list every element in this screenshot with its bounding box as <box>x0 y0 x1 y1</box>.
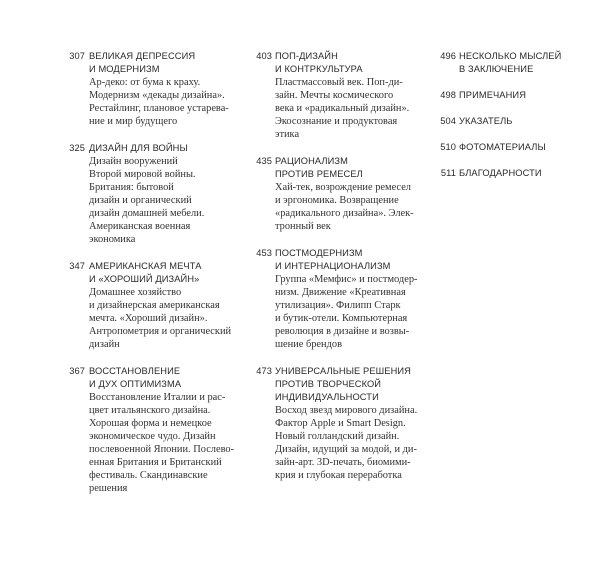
page-number: 435 <box>256 156 272 166</box>
chapter-title: НЕСКОЛЬКО МЫСЛЕЙ В ЗАКЛЮЧЕНИЕ <box>459 51 562 74</box>
toc-entry[interactable] <box>432 141 607 154</box>
chapter-title: ПОП-ДИЗАЙН И КОНТРКУЛЬТУРА <box>275 51 363 74</box>
page-number: 496 <box>440 51 456 61</box>
toc-entry[interactable] <box>248 155 430 233</box>
page-number: 504 <box>440 116 456 126</box>
chapter-title: ВЕЛИКАЯ ДЕПРЕССИЯ И МОДЕРНИЗМ <box>89 51 196 74</box>
chapter-title: ПОСТМОДЕРНИЗМ И ИНТЕРНАЦИОНАЛИЗМ <box>275 248 391 271</box>
chapter-description: Пластмассовый век. Поп-ди- зайн. Мечты космического века и «радикальный дизайн». Экосознание и продуктовая этика <box>275 77 410 140</box>
page-number: 307 <box>69 51 85 61</box>
toc-column-1 <box>62 50 242 508</box>
chapter-title: БЛАГОДАРНОСТИ <box>459 168 542 178</box>
toc-entry[interactable] <box>62 142 242 246</box>
chapter-title: ПРИМЕЧАНИЯ <box>459 90 527 100</box>
chapter-title: ДИЗАЙН ДЛЯ ВОЙНЫ <box>89 143 188 153</box>
toc-entry[interactable] <box>248 247 430 351</box>
toc-entry[interactable] <box>248 50 430 141</box>
chapter-title: ВОССТАНОВЛЕНИЕ И ДУХ ОПТИМИЗМА <box>89 366 182 389</box>
chapter-description: Восстановление Италии и рас- цвет итальянского дизайна. Хорошая форма и немецкое экономическое чудо. Дизайн послевоенной Японии. Послево- енная Британия и Британский фестиваль. Скандинавские решения <box>89 392 235 494</box>
page-number: 453 <box>256 248 272 258</box>
toc-entry[interactable] <box>432 50 607 76</box>
chapter-description: Восход звезд мирового дизайна. Фактор Apple и Smart Design. Новый голландский дизайн. Дизайн, идущий за модой, и ди- зайн-арт. 3D-печать, биомими- крия и глубокая переработка <box>275 405 418 481</box>
toc-entry[interactable] <box>62 365 242 495</box>
chapter-title: РАЦИОНАЛИЗМ ПРОТИВ РЕМЕСЕЛ <box>275 156 363 179</box>
chapter-title: УКАЗАТЕЛЬ <box>459 116 513 126</box>
chapter-title: АМЕРИКАНСКАЯ МЕЧТА И «ХОРОШИЙ ДИЗАЙН» <box>89 261 202 284</box>
toc-entry[interactable] <box>248 365 430 482</box>
toc-column-2 <box>248 50 430 495</box>
page-number: 511 <box>440 168 456 178</box>
chapter-description: Дизайн вооружений Второй мировой войны. Британия: бытовой дизайн и органический дизайн домашней мебели. Американская военная экономика <box>89 156 205 245</box>
chapter-description: Хай-тек, возрождение ремесел и эргономика. Возвращение «радикального дизайна». Элек- тронный век <box>275 182 414 232</box>
chapter-description: Группа «Мемфис» и постмодер- низм. Движение «Креативная утилизация». Филипп Старк и бутик-отели. Компьютерная революция в дизайне и возвы- шение брендов <box>275 274 418 350</box>
toc-entry[interactable] <box>432 115 607 128</box>
page-number: 510 <box>440 142 456 152</box>
page-number: 473 <box>256 366 272 376</box>
toc-entry[interactable] <box>432 167 607 180</box>
toc-entry[interactable] <box>432 89 607 102</box>
page-number: 325 <box>69 143 85 153</box>
page-number: 498 <box>440 90 456 100</box>
chapter-title: ФОТОМАТЕРИАЛЫ <box>459 142 546 152</box>
chapter-title: УНИВЕРСАЛЬНЫЕ РЕШЕНИЯ ПРОТИВ ТВОРЧЕСКОЙ ИНДИВИДУАЛЬНОСТИ <box>275 366 411 402</box>
page-number: 347 <box>69 261 85 271</box>
toc-entry[interactable] <box>62 50 242 128</box>
page-number: 367 <box>69 366 85 376</box>
chapter-description: Домашнее хозяйство и дизайнерская американская мечта. «Хороший дизайн». Антропометрия и органический дизайн <box>89 287 232 350</box>
chapter-description: Ар-деко: от бума к краху. Модернизм «декады дизайна». Рестайлинг, плановое устарева- ние и мир будущего <box>89 77 229 127</box>
toc-column-3 <box>432 50 607 193</box>
page-number: 403 <box>256 51 272 61</box>
toc-entry[interactable] <box>62 260 242 351</box>
